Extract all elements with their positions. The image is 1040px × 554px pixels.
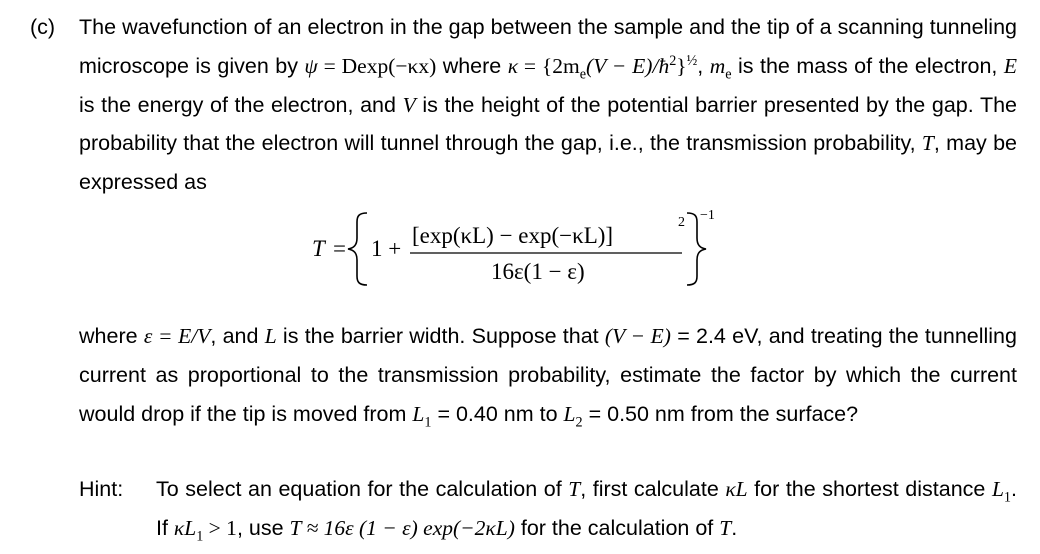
psi-symbol: ψ (304, 53, 318, 78)
text-span: is the mass of the electron, (731, 53, 1004, 78)
text-span: = 0.50 nm from the surface? (582, 401, 859, 426)
text-span: To select an equation for the calculation of (156, 477, 569, 501)
energy-difference: (V − E) (604, 324, 671, 348)
equation-one-plus: 1 + (371, 236, 402, 261)
distance-l1-symbol: L (412, 401, 425, 426)
condition-subscript: 1 (196, 528, 204, 545)
distance-l1-symbol: L (991, 477, 1004, 501)
text-span: = 2.4 eV, and treating the tunnelling current as proportional to the transmission probability, estimate the factor by which the current would drop if the tip is moved from (79, 324, 1017, 426)
equation-lhs: T (312, 236, 325, 261)
text-span: , and (210, 324, 265, 348)
equation-denominator: 16ε(1 − ε) (491, 259, 585, 284)
distance-l2-symbol: L (563, 401, 576, 426)
text-span: for the calculation of (514, 515, 720, 540)
barrier-width-symbol: L (264, 324, 277, 348)
kappa-expression-part2: (V − E)/ħ (586, 53, 670, 78)
electron-mass-symbol: m (709, 53, 726, 78)
question-label: (c) (30, 15, 56, 39)
distance-l1-subscript: 1 (1003, 489, 1012, 506)
hint-text (156, 470, 1017, 548)
numerator-power: 2 (678, 215, 685, 230)
left-curly-brace (348, 213, 367, 285)
distance-l1-subscript: 1 (424, 413, 432, 430)
text-span: is the height of the potential barrier presented by the gap. The probability that the electron will tunnel through the gap, i.e., the transmission probability, (79, 92, 1017, 156)
kappa-expression-part3: } (676, 53, 687, 78)
energy-symbol: E (1003, 53, 1017, 78)
transmission-symbol: T (719, 515, 732, 540)
approximation-formula: T ≈ 16ε (1 − ε) exp(−2κL) (289, 515, 515, 540)
equation-equals: = (333, 236, 346, 261)
text-span: for the shortest distance (747, 477, 992, 501)
equation-numerator: [exp(κL) − exp(−κL)] (412, 223, 614, 248)
kappa-l-symbol: κL (725, 477, 748, 501)
text-span: , use (236, 515, 290, 540)
half-superscript: ½ (686, 52, 698, 69)
wavefunction-expression: = Dexp(−κx) (317, 53, 437, 78)
text-span: = 0.40 nm to (431, 401, 564, 426)
condition-kappa-l: κL (173, 515, 197, 540)
text-span: is the barrier width. Suppose that (276, 324, 605, 348)
kappa-symbol: κ (507, 53, 519, 78)
transmission-symbol: T (921, 131, 934, 156)
right-curly-brace (687, 213, 706, 285)
epsilon-definition: ε = E/V (143, 324, 211, 348)
question-paragraph-task (79, 317, 1017, 433)
text-span: , may be expressed as (79, 131, 1018, 195)
square-superscript: 2 (669, 52, 677, 69)
text-span: The wavefunction of an electron in the gap between the sample and the tip of a scanning tunneling microscope is given by (79, 15, 1017, 78)
text-span: , first calculate (580, 477, 726, 501)
text-span: where (436, 53, 508, 78)
barrier-height-symbol: V (402, 92, 416, 117)
electron-subscript: e (579, 66, 587, 83)
distance-l2-subscript: 2 (575, 413, 583, 430)
text-span: where (79, 324, 144, 348)
text-span: . If (156, 477, 1017, 540)
outer-power: −1 (700, 208, 715, 223)
kappa-expression-part1: = {2m (518, 53, 580, 78)
electron-mass-subscript: e (725, 66, 732, 83)
text-span: , (697, 53, 710, 78)
text-span: . (731, 515, 738, 540)
text-span: is the energy of the electron, and (79, 92, 403, 117)
transmission-symbol: T (568, 477, 581, 501)
condition-inequality: > 1 (203, 515, 237, 540)
hint-label: Hint: (79, 477, 124, 501)
